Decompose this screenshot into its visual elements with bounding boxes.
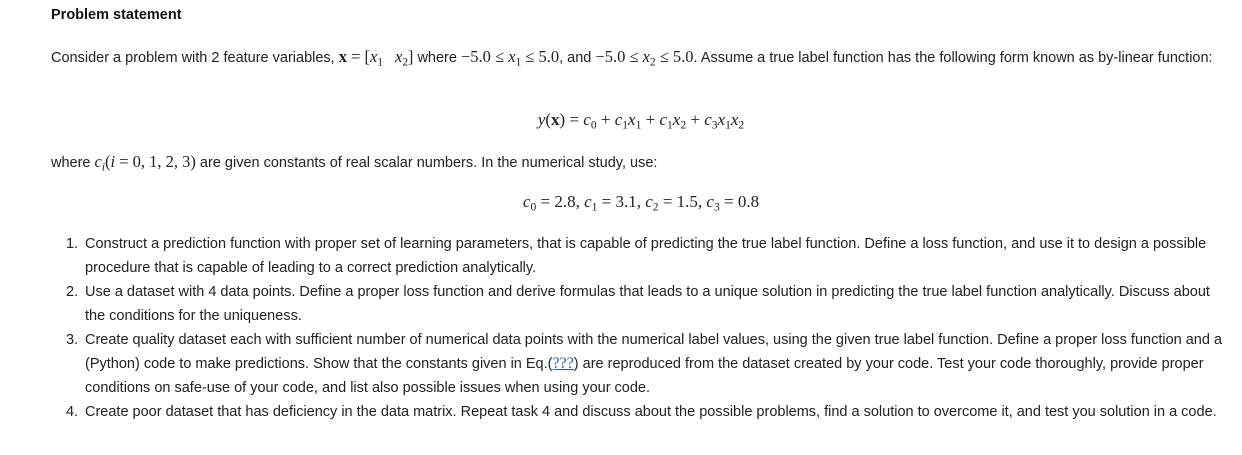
list-item: 4. Create poor dataset that has deficiency in the data matrix. Repeat task 4 and discuss about the possible problems, find a solution to overcome it, and test you solution in a code.: [66, 404, 1217, 420]
intro-paragraph: Consider a problem with 2 feature variables, $x = [x_1$ $x_2$] where $-5.0 \le x_1 \le 5.0$, and $-5.0 \le x_2 \le 5.0$. Assume a true label function has the following form known as by-linear function:: [51, 47, 1213, 69]
equation-reference-link[interactable]: ???: [552, 355, 574, 372]
section-heading: Problem statement: [51, 7, 182, 23]
list-item: 2. Use a dataset with 4 data points. Define a proper loss function and derive formulas that leads to a unique solution in predicting the true label function analytically. Discuss about the conditions for the uniqueness.: [66, 284, 1210, 324]
list-item: 3. Create quality dataset each with sufficient number of numerical data points with the numerical label values, using the given true label function. Define a proper loss function and a (Python) code to make predictions. Show that the constants given in Eq.(???) are reproduced from the dataset created by your code. Test your code thoroughly, provide proper conditions on safe-use of your code, and list also possible issues when using your code.: [66, 332, 1223, 396]
constants-equation: $c_0 = 2.8$, $c_1 = 3.1$, $c_2 = 1.5$, $c_3 = 0.8$: [522, 192, 760, 214]
list-item: 1. Construct a prediction function with proper set of learning parameters, that is capable of predicting the true label function. Define a loss function, and use it to design a possible procedure that is capable of leading to a correct prediction analytically.: [66, 236, 1207, 276]
label-function-equation: $y(x) = c_0 + c_1x_1 + c_1x_2 + c_3x_1x_2$: [537, 110, 745, 132]
task-list: [66, 232, 1226, 424]
constants-description: where $c_i(i = 0$, 1, 2, 3) are given constants of real scalar numbers. In the numerical study, use:: [51, 152, 658, 174]
